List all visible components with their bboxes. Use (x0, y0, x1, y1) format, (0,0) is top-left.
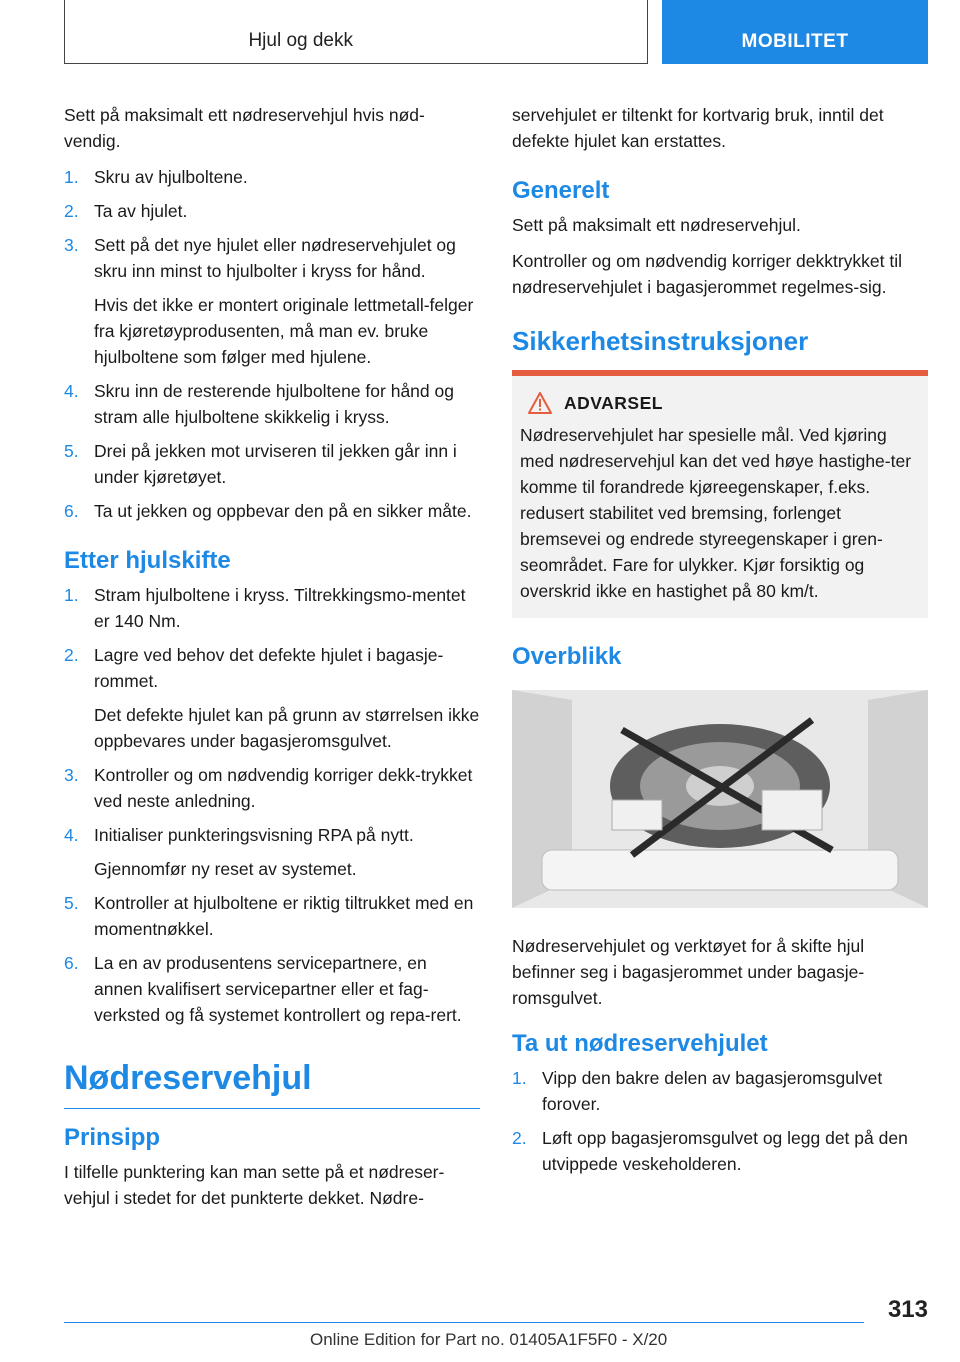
list-item: 5. Drei på jekken mot urviseren til jekken går inn i under kjøretøyet. (64, 441, 457, 487)
principle-heading: Prinsipp (64, 1124, 161, 1151)
main-heading: Nødreservehjul (64, 1059, 312, 1097)
continued-text: servehjulet er tiltenkt for kortvarig bruk, inntil det defekte hjulet kan erstattes. (512, 105, 884, 151)
list-item: 2. Løft opp bagasjeromsgulvet og legg det på den utvippede veskeholderen. (512, 1128, 908, 1174)
footer-rule (64, 1322, 864, 1323)
principle-text: I tilfelle punktering kan man sette på et nødreser-vehjul i stedet for det punkterte dekket. Nødre- (64, 1162, 445, 1208)
warning-text: Nødreservehjulet har spesielle mål. Ved kjøring med nødreservehjul kan det ved høye hastighe-ter komme til forandrede kjøreegenskaper, f.eks. redusert stabilitet ved bremsing, forlenget bremsevei og endrede styreegenskaper i gren-seområdet. Fare for ulykker. Kjør forsiktig og overskrid ikke en hastighet på 80 km/t. (520, 425, 912, 601)
list-item: 4. Initialiser punkteringsvisning RPA på nytt. Gjennomfør ny reset av systemet. (64, 822, 480, 882)
list-item: 2. Ta av hjulet. (64, 201, 188, 221)
section-title: Hjul og dekk (248, 30, 353, 51)
chapter-tab: MOBILITET (662, 0, 928, 64)
list-item-note: Det defekte hjulet kan på grunn av størrelsen ikke oppbevares under bagasjeromsgulvet. (94, 705, 480, 751)
after-change-heading: Etter hjulskifte (64, 547, 231, 574)
right-column (512, 102, 928, 1185)
list-item: 1. Skru av hjulboltene. (64, 167, 248, 187)
list-item: 2. Lagre ved behov det defekte hjulet i bagasje-rommet. Det defekte hjulet kan på grunn av størrelsen ikke oppbevares under bagasjeromsgulvet. (64, 642, 480, 754)
remove-steps (512, 1065, 928, 1177)
left-column (64, 102, 480, 1221)
overview-heading: Overblikk (512, 643, 622, 670)
list-item: 5. Kontroller at hjulboltene er riktig tiltrukket med en momentnøkkel. (64, 893, 474, 939)
list-item: 6. Ta ut jekken og oppbevar den på en sikker måte. (64, 501, 472, 521)
list-item: 6. La en av produsentens servicepartnere, en annen kvalifisert servicepartner eller et fag-verksted og få systemet kontrollert og repa-rert. (64, 953, 462, 1025)
page-header (64, 0, 928, 64)
intro-text: Sett på maksimalt ett nødreservehjul hvis nød-vendig. (64, 105, 425, 151)
list-item: 1. Vipp den bakre delen av bagasjeromsgulvet forover. (512, 1068, 883, 1114)
list-item-note: Hvis det ikke er montert originale lettmetall-felger fra kjøretøyprodusenten, må man ev. bruke hjulboltene som følger med hjulene. (94, 295, 474, 367)
warning-box (512, 376, 928, 618)
safety-heading: Sikkerhetsinstruksjoner (512, 326, 809, 356)
list-item-note: Gjennomfør ny reset av systemet. (94, 859, 357, 879)
list-item: 1. Stram hjulboltene i kryss. Tiltrekkingsmo-mentet er 140 Nm. (64, 585, 466, 631)
general-heading: Generelt (512, 177, 610, 204)
warning-title: ADVARSEL (528, 390, 920, 416)
general-text-2: Kontroller og om nødvendig korriger dekktrykket til nødreservehjulet i bagasjerommet regelmes-sig. (512, 251, 903, 297)
header-box (64, 0, 648, 64)
list-item: 3. Kontroller og om nødvendig korriger dekk-trykket ved neste anledning. (64, 765, 473, 811)
trunk-spare-wheel-illustration (512, 690, 928, 908)
general-text-1: Sett på maksimalt ett nødreservehjul. (512, 215, 801, 235)
list-item: 3. Sett på det nye hjulet eller nødreservehjulet og skru inn minst to hjulbolter i kryss for hånd. Hvis det ikke er montert originale lettmetall-felger fra kjøretøyprodusenten, må man ev. bruke hjulboltene som følger med hjulene. (64, 232, 480, 370)
list-item: 4. Skru inn de resterende hjulboltene for hånd og stram alle hjulboltene skikkelig i kryss. (64, 381, 454, 427)
remove-heading: Ta ut nødreservehjulet (512, 1030, 768, 1057)
wheel-change-steps (64, 164, 480, 524)
warning-triangle-icon (528, 392, 552, 414)
page-number: 313 (887, 1296, 928, 1323)
figure-caption: Nødreservehjulet og verktøyet for å skifte hjul befinner seg i bagasjerommet under bagasje-romsgulvet. (512, 936, 865, 1008)
after-change-steps (64, 582, 480, 1028)
edition-text: Online Edition for Part no. 01405A1F5F0 - X/20 (310, 1330, 668, 1349)
heading-rule (64, 1108, 480, 1109)
